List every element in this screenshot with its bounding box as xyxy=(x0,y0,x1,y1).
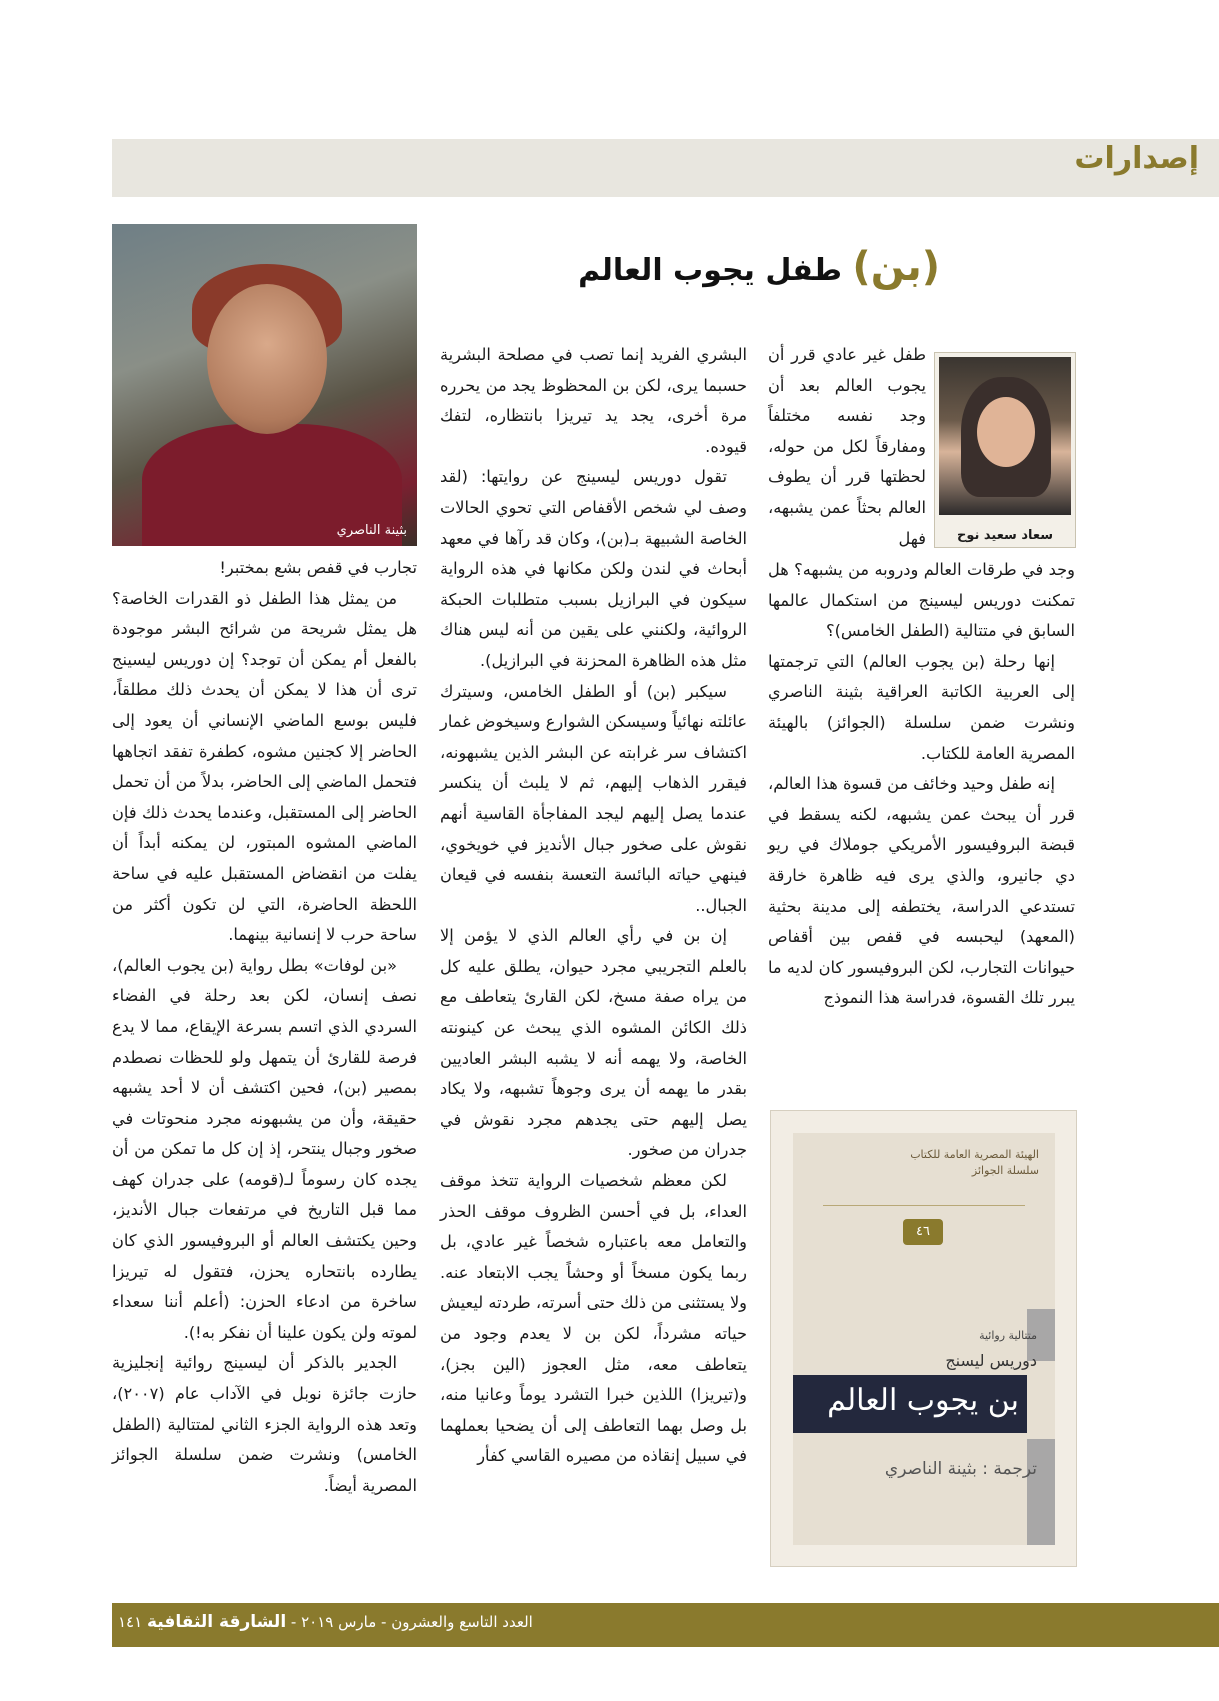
magazine-logo: الشارقة الثقافية xyxy=(146,1612,287,1632)
book-series-number: ٤٦ xyxy=(903,1219,943,1245)
paragraph: من يمثل هذا الطفل ذو القدرات الخاصة؟ هل يمثل شريحة من شرائح البشر موجودة بالفعل أم يمكن أن توجد؟ إن دوريس ليسينج ترى أن هذا لا يمكن أن يحدث ذلك مطلقاً، فليس بوسع الماضي الإنساني أن يعود إلى الحاضر إلا كجنين مشوه، كطفرة تفقد اتجاهها فتحمل الماضي إلى الحاضر، بدلاً من أن تحمل الحاضر إلى المستقبل، وعندما يحدث ذلك فإن الماضي المشوه المبتور، لن يمكنه أبداً أن يفلت من انقضاض المستقبل عليه في ساحة اللحظة الحاضرة، التي لن تكون أكثر من ساحة حرب لا إنسانية بينهما. xyxy=(112,588,417,945)
writer-photo-box xyxy=(934,352,1076,548)
translator-photo-caption: بثينة الناصري xyxy=(336,523,407,538)
photo-figure-face xyxy=(207,284,327,434)
book-author: دوريس ليسنج xyxy=(945,1351,1037,1370)
article-headline xyxy=(560,244,940,290)
book-divider xyxy=(823,1205,1025,1206)
paragraph: لكن معظم شخصيات الرواية تتخذ موقف العداء، بل في أحسن الظروف موقف الحذر والتعامل معه باعتباره شخصاً غير عادي، بل ربما يكون مسخاً أو وحشاً يجب الابتعاد عنه. ولا يستثنى من ذلك حتى أسرته، طردته ليعيش حياته مشرداً، لكن بن لا يعدم وجود من يتعاطف معه، مثل العجوز (الين بجز)، و(تيريزا) اللذين خبرا التشرد يوماً وعانيا منه، بل وصل بهما التعاطف إلى أن يضحيا بعملهما في سبيل إنقاذه من مصيره القاسي كفأر xyxy=(440,1171,747,1466)
book-series-name: سلسلة الجوائز xyxy=(971,1164,1039,1177)
book-translator: ترجمة : بثينة الناصري xyxy=(884,1459,1037,1479)
paragraph: تجارب في قفص بشع بمختبر! xyxy=(219,558,417,577)
book-publisher xyxy=(910,1147,1039,1179)
writer-photo-face xyxy=(977,397,1035,467)
paragraph: البشري الفريد إنما تصب في مصلحة البشرية حسبما يرى، لكن بن المحظوظ يجد من يحرره مرة أخرى، يجد يد تيريزا بانتظاره، لتفك قيوده. xyxy=(440,345,747,456)
headline-title: طفل يجوب العالم xyxy=(578,253,842,288)
footer-text xyxy=(118,1612,533,1632)
writer-photo xyxy=(939,357,1071,515)
section-header-bar xyxy=(112,139,1219,197)
book-publisher-name: الهيئة المصرية العامة للكتاب xyxy=(910,1148,1039,1161)
column-right xyxy=(768,555,1075,1014)
section-label: إصدارات xyxy=(1074,141,1199,176)
column-right-top xyxy=(768,340,926,554)
paragraph: طفل غير عادي قرر أن يجوب العالم بعد أن وجد نفسه مختلفاً ومفارقاً لكل من حوله، لحظتها قرر أن يطوف العالم بحثاً عمن يشبهه، فهل xyxy=(768,345,926,548)
translator-photo xyxy=(112,224,417,546)
issue-info: العدد التاسع والعشرون - مارس ٢٠١٩ - xyxy=(290,1613,533,1631)
paragraph: «بن لوفات» بطل رواية (بن يجوب العالم)، نصف إنسان، لكن بعد رحلة في الفضاء السردي الذي اتسم بسرعة الإيقاع، مما لا يدع فرصة للقارئ أن يتمهل ولو للحظات نصطدم بمصير (بن)، فحين اكتشف أن لا أحد يشبهه حقيقة، وأن من يشبهونه مجرد منحوتات في صخور وجبال ينتحر، إذ إن كل ما تمكن من أن يجده كان رسوماً لـ(قومه) على جدران كهف مما قبل التاريخ في مرتفعات جبال الأنديز، وحين يكتشف العالم أو البروفيسور الذي كان يطارده بانتحاره يحزن، فتقول له تيريزا ساخرة من ادعاء الحزن: (أعلم أننا سعداء لموته ولن يكون علينا أن نفكر به!). xyxy=(112,955,417,1342)
paragraph: تقول دوريس ليسينج عن روايتها: (لقد وصف لي شخص الأقفاص التي تحوي الحالات الخاصة الشبيهة بـ(بن)، وكان قد رآها في معهد أبحاث في لندن ولكن مكانها في هذه الرواية سيكون في البرازيل بسبب متطلبات الحبكة الروائية، ولكنني على يقين من أنه ليس هناك مثل هذه الظاهرة المحزنة في البرازيل). xyxy=(440,467,747,670)
book-genre: متتالية روائية xyxy=(979,1329,1037,1342)
page-number: ١٤١ xyxy=(118,1613,143,1631)
book-title-bar xyxy=(793,1375,1027,1433)
book-cover xyxy=(793,1133,1055,1545)
column-left xyxy=(112,553,417,1501)
paragraph: إنه طفل وحيد وخائف من قسوة هذا العالم، قرر أن يبحث عمن يشبهه، لكنه يسقط في قبضة البروفيسور الأمريكي جوملاك في ريو دي جانيرو، والذي يرى فيه ظاهرة خارقة تستدعي الدراسة، يختطفه إلى مدينة بحثية (المعهد) ليحبسه في قفص بين أقفاص حيوانات التجارب، لكن البروفيسور كان لديه ما يبرر تلك القسوة، فدراسة هذا النموذج xyxy=(768,774,1075,1008)
column-middle xyxy=(440,340,747,1472)
book-title: بن يجوب العالم xyxy=(827,1383,1019,1418)
book-stripe xyxy=(1027,1439,1055,1545)
paragraph: إن بن في رأي العالم الذي لا يؤمن إلا بالعلم التجريبي مجرد حيوان، يطلق عليه كل من يراه صفة مسخ، لكن القارئ يتعاطف مع ذلك الكائن المشوه الذي يبحث عن كينونته الخاصة، ولا يهمه أنه لا يشبه البشر العاديين بقدر ما يهمه أن يرى وجوهاً تشبهه، ولا يكاد يصل إليهم حتى يجدهم مجرد نقوش في جدران من صخور. xyxy=(440,926,747,1160)
paragraph: وجد في طرقات العالم ودروبه من يشبهه؟ هل تمكنت دوريس ليسينج من استكمال عالمها السابق في متتالية (الطفل الخامس)؟ xyxy=(768,560,1075,641)
paragraph: إنها رحلة (بن يجوب العالم) التي ترجمتها إلى العربية الكاتبة العراقية بثينة الناصري ونشرت ضمن سلسلة (الجوائز) بالهيئة المصرية العامة للكتاب. xyxy=(768,651,1075,763)
paragraph: سيكبر (بن) أو الطفل الخامس، وسيترك عائلته نهائياً وسيسكن الشوارع وسيخوض غمار اكتشاف سر غرابته عن البشر الذين يشبهونه، فيقرر الذهاب إليهم، ثم لا يلبث أن ينكسر عندما يصل إليهم ليجد المفاجأة القاسية أنهم نقوش على صخور جبال الأنديز في خويخوي، فينهي حياته البائسة التعسة بنفسه في قيعان الجبال.. xyxy=(440,681,747,915)
writer-caption: سعاد سعيد نوح xyxy=(956,528,1054,543)
book-cover-frame xyxy=(770,1110,1077,1567)
headline-accent: (بن) xyxy=(852,244,940,290)
page-footer xyxy=(112,1603,1219,1647)
paragraph: الجدير بالذكر أن ليسينج روائية إنجليزية حازت جائزة نوبل في الآداب عام (٢٠٠٧)، وتعد هذه الرواية الجزء الثاني لمتتالية (الطفل الخامس) ونشرت ضمن سلسلة الجوائز المصرية أيضاً. xyxy=(112,1353,417,1495)
